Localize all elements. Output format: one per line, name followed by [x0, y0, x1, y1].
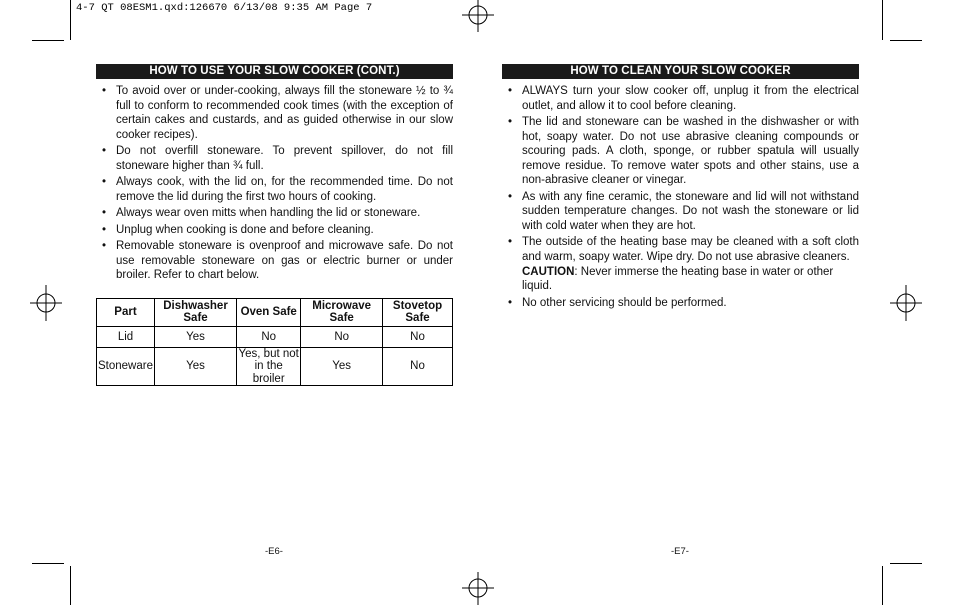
table-cell: Yes — [154, 347, 236, 385]
list-item: • Unplug when cooking is done and before cleaning. — [102, 223, 374, 236]
registration-mark-bottom-icon — [456, 572, 500, 605]
caution-note — [522, 265, 859, 294]
table-header-cell: Part — [97, 298, 155, 326]
list-item: • To avoid over or under-cooking, always fill the stoneware ½ to ¾ full to conform to recommended cook times (with the exception of certain cakes and custards, and as guided otherwise in our slow cooker recipes). — [102, 85, 453, 141]
list-item: • The outside of the heating base may be cleaned with a soft cloth and warm, soapy water. Wipe dry. Do not use abrasive cleaners. CAUTION: Never immerse the heating base in water or other liquid. — [508, 236, 859, 293]
table-cell: No — [383, 326, 453, 347]
table-cell: No — [237, 326, 301, 347]
crop-mark-top-left-h — [32, 40, 64, 41]
list-item: • The lid and stoneware can be washed in the dishwasher or with hot, soapy water. Do not use abrasive cleaning compounds or scouring pads. A cloth, sponge, or rubber spatula will usually remove residue. To remove water spots and other stains, use a non-abrasive cleaner or vinegar. — [508, 115, 859, 187]
crop-mark-top-left-v — [70, 0, 71, 40]
table-row — [97, 347, 453, 385]
table-cell: Yes — [301, 347, 383, 385]
section-heading-cleaning: HOW TO CLEAN YOUR SLOW COOKER — [502, 64, 859, 79]
list-item: • Do not overfill stoneware. To prevent spillover, do not fill stoneware higher than ¾ full. — [102, 145, 453, 172]
list-item: • No other servicing should be performed. — [508, 296, 727, 309]
left-page-column — [96, 64, 453, 386]
table-cell: Stoneware — [97, 347, 155, 385]
list-item: • Always wear oven mitts when handling the lid or stoneware. — [102, 207, 421, 220]
registration-mark-right-icon — [890, 282, 924, 326]
bullet-icon: • — [508, 296, 513, 309]
table-cell: Yes, but not in the broiler — [238, 347, 299, 385]
file-slug-line: 4-7 QT 08ESM1.qxd:126670 6/13/08 9:35 AM Page 7 — [76, 2, 373, 14]
table-header-cell: Microwave Safe — [301, 298, 383, 326]
caution-label: CAUTION — [522, 265, 575, 278]
bullet-icon: • — [102, 207, 107, 220]
bullet-icon: • — [102, 85, 107, 97]
bullet-icon: • — [102, 223, 107, 236]
right-page-column — [502, 64, 859, 312]
cleaning-bullet-list — [502, 84, 859, 310]
crop-mark-bottom-right-v — [882, 566, 883, 605]
table-cell: Yes — [154, 326, 236, 347]
page-number-left: -E6- — [265, 546, 283, 557]
page-number-right: -E7- — [671, 546, 689, 557]
registration-mark-left-icon — [30, 282, 64, 326]
bullet-icon: • — [508, 115, 513, 128]
registration-mark-top-icon — [456, 0, 500, 34]
table-header-cell: Oven Safe — [237, 298, 301, 326]
list-item: • As with any fine ceramic, the stoneware and lid will not withstand sudden temperature changes. Do not wash the stoneware or lid with cold water when they are hot. — [508, 190, 859, 232]
stoneware-safety-table — [96, 298, 453, 386]
crop-mark-top-right-h — [890, 40, 922, 41]
table-header-cell: Stovetop Safe — [383, 298, 453, 326]
table-row — [97, 326, 453, 347]
bullet-icon: • — [508, 190, 513, 203]
bullet-icon: • — [102, 145, 107, 158]
bullet-icon: • — [508, 236, 513, 249]
list-item: • Always cook, with the lid on, for the recommended time. Do not remove the lid during the first two hours of cooking. — [102, 176, 453, 203]
table-cell: No — [383, 347, 453, 385]
bullet-icon: • — [102, 176, 107, 189]
crop-mark-bottom-right-h — [890, 563, 922, 564]
table-cell: No — [301, 326, 383, 347]
crop-mark-bottom-left-v — [70, 566, 71, 605]
list-item: • ALWAYS turn your slow cooker off, unplug it from the electrical outlet, and allow it to cool before cleaning. — [508, 85, 859, 112]
usage-bullet-list — [96, 84, 453, 283]
bullet-icon: • — [102, 239, 107, 252]
table-header-cell: Dishwasher Safe — [154, 298, 236, 326]
table-header-row — [97, 298, 453, 326]
section-heading-usage: HOW TO USE YOUR SLOW COOKER (CONT.) — [96, 64, 453, 79]
bullet-icon: • — [508, 85, 513, 97]
crop-mark-bottom-left-h — [32, 563, 64, 564]
crop-mark-top-right-v — [882, 0, 883, 40]
table-cell: Lid — [97, 326, 155, 347]
list-item: • Removable stoneware is ovenproof and microwave safe. Do not use removable stoneware on gas or electric burner or under broiler. Refer to chart below. — [102, 239, 453, 282]
caution-text: : Never immerse the heating base in water or other liquid. — [522, 265, 834, 293]
